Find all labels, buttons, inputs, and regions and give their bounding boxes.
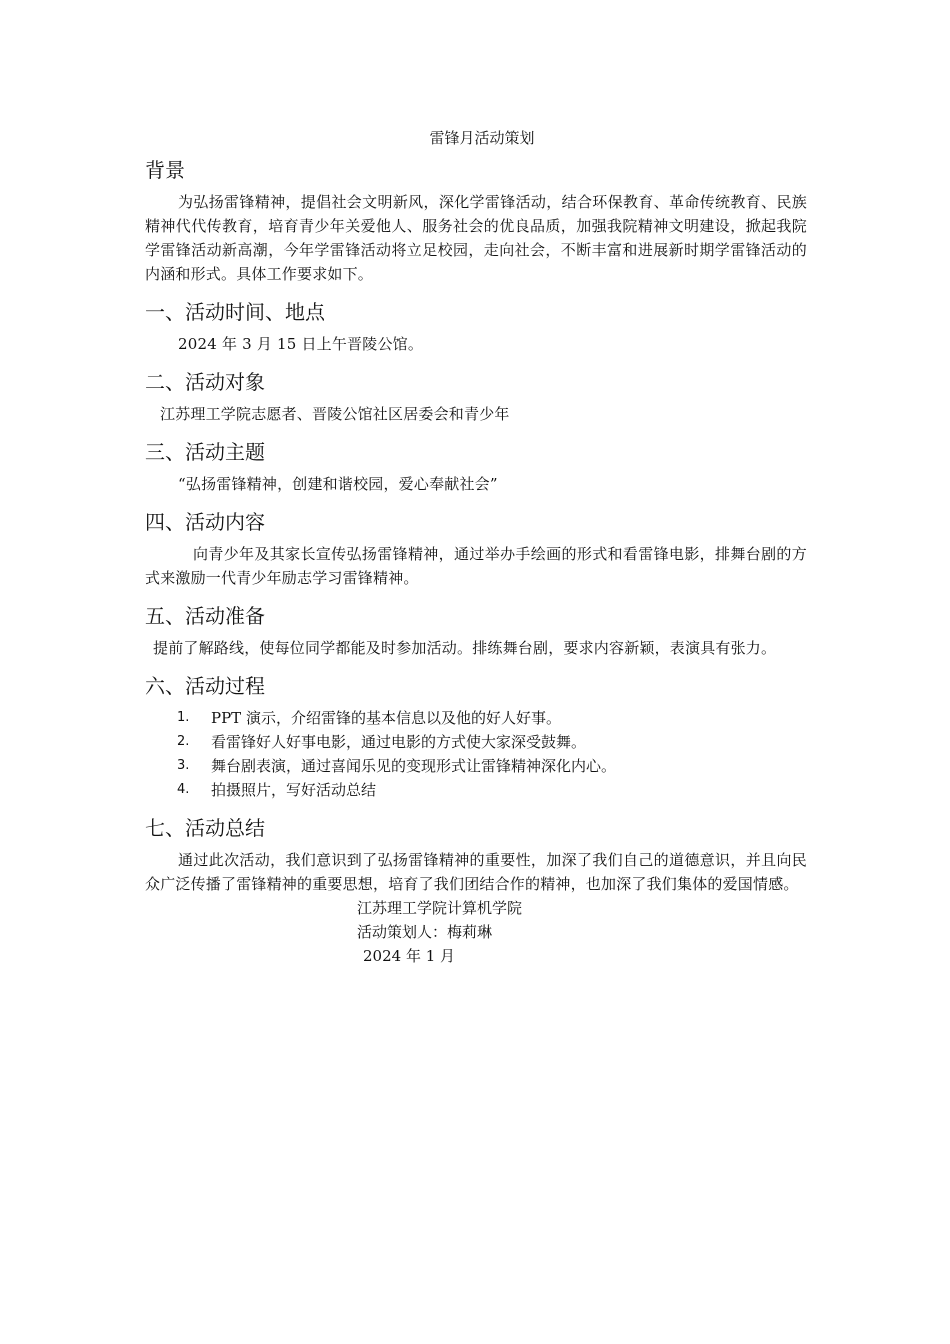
section-heading-summary: 七、活动总结 [145, 816, 265, 840]
list-item [145, 706, 807, 730]
section-body-background: 为弘扬雷锋精神，提倡社会文明新风，深化学雷锋活动，结合环保教育、革命传统教育、民族精神代代传教育，培育青少年关爱他人、服务社会的优良品质，加强我院精神文明建设，掀起我院学雷锋活动新高潮，今年学雷锋活动将立足校园，走向社会，不断丰富和进展新时期学雷锋活动的内涵和形式。具体工作要求如下。 [145, 193, 807, 283]
signature-date: 2024 年 1 月 [363, 947, 456, 965]
section-heading-audience: 二、活动对象 [145, 370, 265, 394]
section-body-theme: “弘扬雷锋精神，创建和谐校园，爱心奉献社会” [178, 475, 498, 493]
list-item-number: 4. [177, 782, 190, 797]
list-item-text: PPT 演示，介绍雷锋的基本信息以及他的好人好事。 [211, 709, 561, 727]
section-body-content: 向青少年及其家长宣传弘扬雷锋精神，通过举办手绘画的形式和看雷锋电影，排舞台剧的方式来激励一代青少年励志学习雷锋精神。 [145, 545, 807, 587]
section-heading-time-place: 一、活动时间、地点 [145, 300, 325, 324]
section-heading-theme: 三、活动主题 [145, 440, 265, 464]
section-body-preparation: 提前了解路线，使每位同学都能及时参加活动。排练舞台剧，要求内容新颖，表演具有张力。 [153, 639, 777, 657]
list-item [145, 730, 807, 754]
section-heading-content: 四、活动内容 [145, 510, 265, 534]
list-item-text: 看雷锋好人好事电影，通过电影的方式使大家深受鼓舞。 [211, 733, 587, 751]
signature-org: 江苏理工学院计算机学院 [357, 899, 523, 917]
list-item-text: 拍摄照片，写好活动总结 [211, 781, 377, 799]
document-title: 雷锋月活动策划 [429, 129, 535, 147]
section-body-summary: 通过此次活动，我们意识到了弘扬雷锋精神的重要性，加深了我们自己的道德意识，并且向民众广泛传播了雷锋精神的重要思想，培育了我们团结合作的精神，也加深了我们集体的爱国情感。 [145, 851, 807, 893]
list-item-number: 2. [177, 734, 190, 749]
process-list [145, 706, 807, 802]
list-item-text: 舞台剧表演，通过喜闻乐见的变现形式让雷锋精神深化内心。 [211, 757, 617, 775]
section-body-time-place: 2024 年 3 月 15 日上午晋陵公馆。 [178, 335, 424, 353]
section-heading-process: 六、活动过程 [145, 674, 265, 698]
document-content [145, 128, 807, 968]
list-item [145, 754, 807, 778]
section-body-audience: 江苏理工学院志愿者、晋陵公馆社区居委会和青少年 [160, 405, 510, 423]
signature-planner: 活动策划人：梅莉琳 [357, 923, 493, 941]
list-item [145, 778, 807, 802]
signature-block [145, 896, 807, 968]
section-heading-background: 背景 [145, 158, 185, 182]
list-item-number: 1. [177, 710, 190, 725]
list-item-number: 3. [177, 758, 190, 773]
section-heading-preparation: 五、活动准备 [145, 604, 265, 628]
